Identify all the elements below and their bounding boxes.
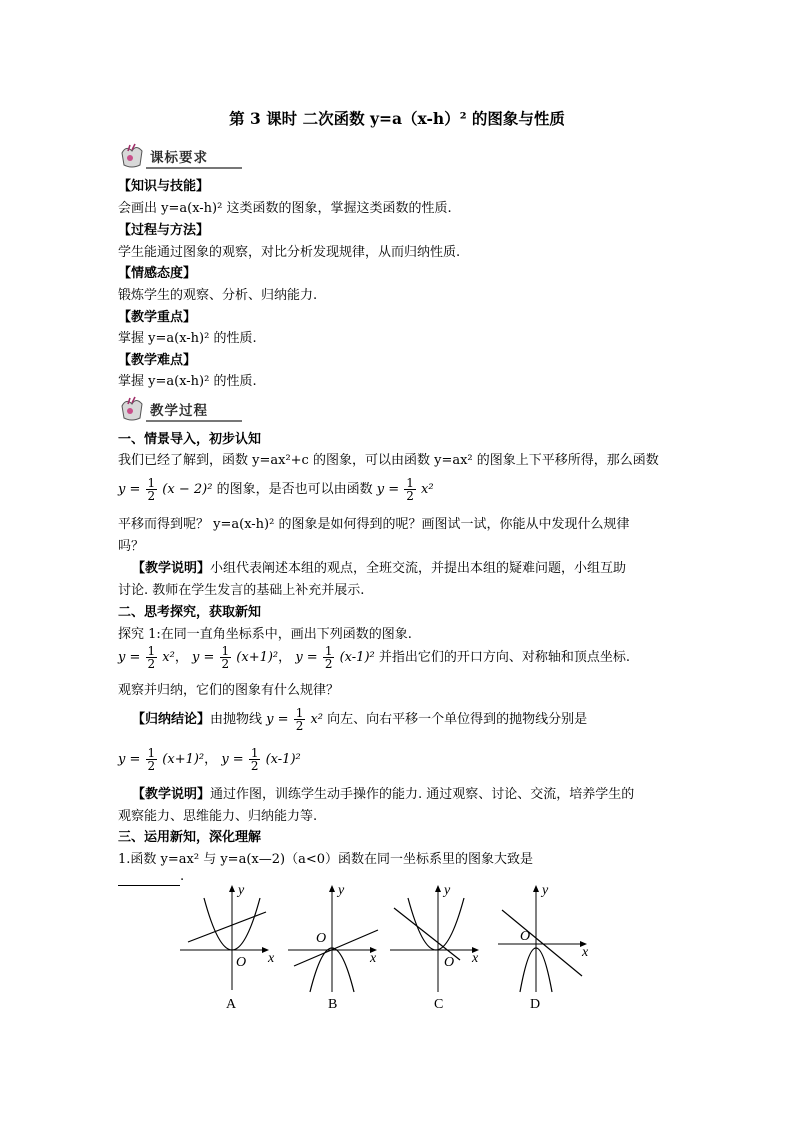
origin-label: O xyxy=(444,955,455,970)
option-graphs xyxy=(180,880,600,1015)
graph-option-b[interactable] xyxy=(288,883,378,1012)
x-axis-label: x xyxy=(370,951,377,966)
section-1-paragraph: 吗？ xyxy=(118,539,145,554)
section-badge-process xyxy=(118,398,248,422)
math-expression: x² xyxy=(421,482,434,497)
badge-label: 课标要求 xyxy=(150,150,208,166)
section-2-conclusion xyxy=(132,704,587,736)
process-heading: 【过程与方法】 xyxy=(118,223,210,238)
section-3-heading: 三、运用新知，深化理解 xyxy=(118,830,262,845)
origin-label: O xyxy=(236,955,247,970)
key-point-text: 掌握 y=a(x-h)² 的性质. xyxy=(118,331,257,346)
comma: ， xyxy=(278,650,292,665)
question-1: 1.函数 y=ax² 与 y=a(x—2)（a<0）函数在同一坐标系里的图象大致是 xyxy=(118,852,533,867)
math-expression: (x+1)² xyxy=(162,752,205,767)
conclusion-text: 向左、向右平移一个单位得到的抛物线分别是 xyxy=(327,712,588,727)
section-2-note-continued: 观察能力、思维能力、归纳能力等. xyxy=(118,809,318,824)
math-y-eq: y = xyxy=(192,650,215,665)
section-2-paragraph: 探究 1:在同一直角坐标系中，画出下列函数的图象. xyxy=(118,627,412,642)
line xyxy=(188,912,266,942)
math-y-eq: y = xyxy=(295,650,318,665)
math-expression: (x − 2)² xyxy=(162,482,213,497)
line xyxy=(502,910,582,976)
section-2-paragraph: 观察并归纳，它们的图象有什么规律？ xyxy=(118,683,340,698)
section-1-heading: 一、情景导入，初步认知 xyxy=(118,432,262,447)
graph-option-c[interactable] xyxy=(390,883,479,1012)
fraction-half: $\frac{1}{2}$ xyxy=(147,476,156,503)
math-y-eq: y = xyxy=(221,752,244,767)
difficulty-heading: 【教学难点】 xyxy=(118,353,197,368)
origin-label: O xyxy=(316,931,327,946)
option-label: A xyxy=(226,997,237,1012)
math-y-eq: y = xyxy=(118,752,141,767)
section-2-conclusion-formulas xyxy=(118,744,301,776)
math-expression: (x-1)² xyxy=(339,650,375,665)
x-axis-label: x xyxy=(472,951,479,966)
note-heading: 【教学说明】 xyxy=(132,787,211,802)
fraction-half: $\frac{1}{2}$ xyxy=(147,746,156,773)
ink-pot-icon xyxy=(118,143,146,169)
section-1-note-continued: 讨论. 教师在学生发言的基础上补充并展示. xyxy=(118,583,365,598)
fraction-half: $\frac{1}{2}$ xyxy=(147,644,156,671)
section-2-note xyxy=(132,786,634,804)
math-y-eq: y = xyxy=(118,482,141,497)
section-2-formula-line xyxy=(118,642,630,674)
section-1-formula-line xyxy=(118,474,434,506)
ink-pot-icon xyxy=(118,396,146,422)
section-badge-standards xyxy=(118,145,248,169)
parabola xyxy=(408,898,464,950)
page-title: 第 3 课时 二次函数 y=a（x-h）² 的图象与性质 xyxy=(229,109,565,128)
attitude-text: 锻炼学生的观察、分析、归纳能力. xyxy=(118,288,318,303)
section-1-inline-text: 的图象，是否也可以由函数 xyxy=(216,482,373,497)
conclusion-text: 由抛物线 xyxy=(210,712,263,727)
section-1-note xyxy=(132,560,626,578)
section-2-heading: 二、思考探究，获取新知 xyxy=(118,605,262,620)
section-1-paragraph: 平移而得到呢？ y=a(x-h)² 的图象是如何得到的呢？画图试一试，你能从中发现什么规律 xyxy=(118,517,630,532)
math-y-eq: y = xyxy=(376,482,400,497)
y-axis-label: y xyxy=(238,883,245,898)
fraction-half: $\frac{1}{2}$ xyxy=(250,746,259,773)
badge-underline xyxy=(146,167,242,169)
math-y-eq: y = xyxy=(266,712,289,727)
note-text: 通过作图，训练学生动手操作的能力. 通过观察、讨论、交流，培养学生的 xyxy=(210,787,635,802)
math-expression: (x-1)² xyxy=(265,752,301,767)
fraction-half: $\frac{1}{2}$ xyxy=(221,644,230,671)
x-axis-label: x xyxy=(582,945,589,960)
difficulty-text: 掌握 y=a(x-h)² 的性质. xyxy=(118,374,257,389)
section-2-inline-text: 并指出它们的开口方向、对称轴和顶点坐标. xyxy=(378,650,631,665)
fraction-half: $\frac{1}{2}$ xyxy=(406,476,414,503)
section-1-paragraph: 我们已经了解到，函数 y=ax²+c 的图象，可以由函数 y=ax² 的图象上下平移所得，那么函数 xyxy=(118,453,659,468)
option-label: D xyxy=(530,997,541,1012)
attitude-heading: 【情感态度】 xyxy=(118,266,197,281)
conclusion-heading: 【归纳结论】 xyxy=(132,712,211,727)
math-expression: (x+1)² xyxy=(236,650,279,665)
option-label: C xyxy=(434,997,444,1012)
answer-blank[interactable] xyxy=(118,871,180,886)
graph-option-d[interactable] xyxy=(498,883,589,1012)
fraction-half: $\frac{1}{2}$ xyxy=(295,706,304,733)
note-text: 小组代表阐述本组的观点，全班交流，并提出本组的疑难问题，小组互助 xyxy=(210,561,627,576)
knowledge-text: 会画出 y=a(x-h)² 这类函数的图象，掌握这类函数的性质. xyxy=(118,201,452,216)
fraction-half: $\frac{1}{2}$ xyxy=(324,644,333,671)
x-axis-label: x xyxy=(268,951,275,966)
note-heading: 【教学说明】 xyxy=(132,561,211,576)
graph-option-a[interactable] xyxy=(180,883,275,1012)
math-y-eq: y = xyxy=(118,650,141,665)
y-axis-label: y xyxy=(338,883,345,898)
math-expression: x² xyxy=(162,650,175,665)
y-axis-label: y xyxy=(444,883,451,898)
line xyxy=(294,930,378,966)
knowledge-heading: 【知识与技能】 xyxy=(118,179,210,194)
line xyxy=(394,908,460,960)
badge-underline xyxy=(146,420,242,422)
key-point-heading: 【教学重点】 xyxy=(118,310,197,325)
option-label: B xyxy=(328,997,338,1012)
answer-blank-line xyxy=(118,868,184,886)
y-axis-label: y xyxy=(542,883,549,898)
badge-label: 教学过程 xyxy=(150,403,208,419)
process-text: 学生能通过图象的观察，对比分析发现规律，从而归纳性质. xyxy=(118,245,461,260)
period: . xyxy=(180,869,185,884)
comma: ， xyxy=(174,650,188,665)
origin-label: O xyxy=(520,929,531,944)
math-expression: x² xyxy=(310,712,324,727)
comma: ， xyxy=(204,752,218,767)
